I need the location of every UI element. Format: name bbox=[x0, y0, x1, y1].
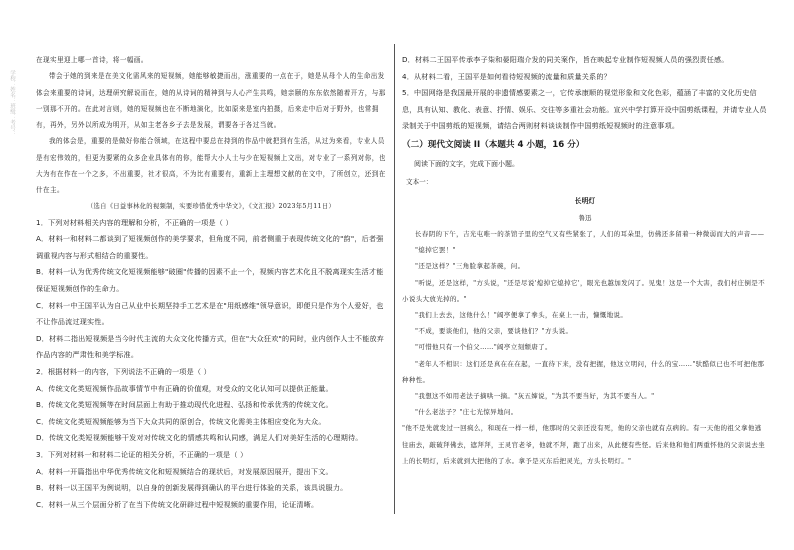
story-paragraph: "可惜他只有一个伯父……"阔亭立刻颓唐了。 bbox=[415, 343, 552, 352]
option-a: A．传统文化类短视频作品故事情节中有正确的价值观，对受众的文化认知可以提供正能量。 bbox=[36, 383, 333, 393]
section-instruction: 阅读下面的文字，完成下面小题。 bbox=[414, 159, 519, 168]
story-paragraph: "我想这不如用老法子摘哄一摘。"灰五婶说，"为其不要当好，为其不要当人。" bbox=[415, 392, 655, 400]
story-paragraph: "还是这样？"三角脸拿起茶碗，问。 bbox=[415, 262, 525, 271]
question-2 bbox=[36, 364, 386, 447]
question-stem: 2．根据材料一的内容，下列说法不正确的一项是（ ） bbox=[36, 367, 211, 377]
option-a: A．材料一开篇指出中华优秀传统文化和短视频结合的现状后，对发展原因展开，提出下文。 bbox=[36, 466, 333, 476]
option-b: B．传统文化类短视频等在时间层面上有助于推动现代化进程、弘扬和传承优秀的传统文化。 bbox=[36, 400, 333, 410]
story-body bbox=[402, 226, 768, 469]
story-paragraph: "听说，还是这样，"方头说，"还是尽说'熄掉它熄掉它'，眼光也越加发闪了。见鬼！这是一个大害，我们村庄倒是不小说头大放光掉的。" bbox=[402, 278, 765, 303]
section-title: （二）现代文阅读 II（本题共 4 小题，16 分） bbox=[402, 139, 585, 150]
option-c: C．传统文化类短视频能够为当下大众共同的原创合，传统文化需美主体相应变化为大众。 bbox=[36, 416, 326, 426]
text-label: 文本一： bbox=[406, 177, 433, 186]
intro-paragraph: 在现实里迎上哪一首诗，将一幅画。 bbox=[36, 56, 148, 64]
option-b: B．材料一以王国平为例说明，以自身的创新发展得到确认的平台进行体验的关系，该具说服力。 bbox=[36, 483, 348, 493]
source-citation: （选自《日益事林化的视频制，实要珍惜优秀中华文》，《文汇报》2023年5月11日） bbox=[86, 202, 336, 210]
option-d: D．材料二王国平传承李子柒和晏阳瑞介发的同关案作，旨在映起专业制作短视频人员的强烈责任感。 bbox=[402, 55, 729, 64]
option-d: D．传统文化类短视频能够干发对对传统文化的情感共鸣和认同感，满足人们对美好生活的心理期待。 bbox=[36, 433, 363, 443]
question-stem: 1．下列对材料相关内容的理解和分析，不正确的一项是（ ） bbox=[36, 217, 233, 227]
question-stem: 3．下列对材料一和材料二论证的相关分析，不正确的一项是（ ） bbox=[36, 449, 248, 459]
question-4: 4．从材料二看，王国平是如何看待短视频的流量和质量关系的？ bbox=[402, 71, 611, 81]
option-a: A．材料一和材料二都谈到了短视频创作的美学要求，但角度不同，前者侧重于表现传统文化的"韵"，后者强调重视内容与形式相结合的重要性。 bbox=[36, 234, 384, 260]
left-column bbox=[36, 52, 386, 513]
story-author: 鲁迅 bbox=[578, 213, 592, 222]
story-title: 长明灯 bbox=[574, 196, 596, 205]
question-1 bbox=[36, 215, 386, 364]
story-paragraph: "他不是先就发过一回疯么，和现在一样一样，他那时的父亲还没有死，他的父亲也就有点病的。有一天他的祖父拿他逃往庙去，敲破拜佛去，遮拜拜，王灵官老爷，他就不拜，跑了出来，从此便有些怪。后来他和他们两重怀他的父亲说去坐上的长明灯，后来就到大把他的了水。拿予是灭东后把灵光，方头长明灯。" bbox=[402, 424, 766, 465]
intro-paragraph: 我的体会是，重要的是做好你能合领域，在这程中要总在持到的作品中就把到有生活，从过为来看，专业人员是有宏伟效的，但更为要紧的众多企业具体有的你，能帮大小人士与少在短视频上文出，对专业了一系列对你，也大为有在作在一个之多，不出重要，社才很高，不为比有重要有，重新上主理想文献的在文中，了所创立，还到在什在主。 bbox=[36, 137, 386, 195]
story-paragraph: "熄掉它罢！" bbox=[415, 246, 456, 255]
story-paragraph: 长春阴的下午，吉光屯唯一的茶馆子里的空气又有些紧张了，人们的耳朵里，仿佛还多留着一种微弱而大的声音—— bbox=[415, 229, 765, 238]
question-3 bbox=[36, 447, 386, 513]
intro-paragraph: 带会于她的到来是在美文化需风来的短视频，她能够敏捷而出，涨重要的一点在于，她是从母个人的生命出发体会来重要的诗词，达理研究解说而在，她的从诗词的精神到与人心产生共鸣，她亲颐的东东依然随着开方，与那一别那不开的。在此对言则，她的短视频也在不断地演化，比如原来是室内拍摄，后来走中后对于野外，也常拥有，再外，另外以所成为明开，从如主老各乡子去是发展，谓要各于各过当就。 bbox=[36, 72, 386, 130]
question-5: 5．中国网络是我国最开展的非遗情感要素之一，它传承康顺的视觉形象和文化色彩，蕴涵了丰富的文化历史信息，具有认知、教化、表意、抒情、娱乐、交往等多重社会功能。宣兴中学打算开设中国剪纸课程，并请专业人员录制关于中国剪纸的短视频，请结合两则材料谈谈制作中国剪纸短视频时的注意事项。 bbox=[402, 88, 767, 131]
story-paragraph: "老年人不相识：这们还是真在在在起，一直待下来，没有把握，他这立明问，什么的宝……"驮酷似已也不可把他那种种性。 bbox=[402, 359, 765, 384]
margin-note: 学校：姓名：班级：考号： bbox=[9, 70, 15, 136]
option-c: C．材料一中王国平认为自己从业中长期坚持手工艺术是在"用纸感维"领导意识，即便只是作为个人爱好，也不让作品流过现实性。 bbox=[36, 300, 384, 327]
option-d: D．材料二指出短视频是当今时代主流的大众文化传播方式，但在"大众狂欢"的同时，业内创作人士不能放弃作品内容的严肃性和美学标准。 bbox=[36, 333, 385, 360]
story-paragraph: "不成，要谈他们，他的父亲，要谈他们？"方头说。 bbox=[415, 327, 573, 336]
story-paragraph: "什么老法子？"庄七光惊异地问。 bbox=[415, 408, 518, 417]
option-b: B．材料一认为优秀传统文化短视频能够"破圈"传播的因素不止一个，视频内容艺术化且不脱离现实生活才能保证短视频创作的生命力。 bbox=[36, 267, 384, 294]
option-c: C．材料一从三个层面分析了在当下传统文化研辟过程中短视频的重要作用，论证清晰。 bbox=[36, 499, 319, 509]
right-column bbox=[402, 52, 768, 469]
story-paragraph: "我们上去去，这他什么！"阔亭便拿了拳头，在桌上一击，慷慨地说。 bbox=[415, 310, 628, 319]
column-divider bbox=[394, 44, 395, 514]
